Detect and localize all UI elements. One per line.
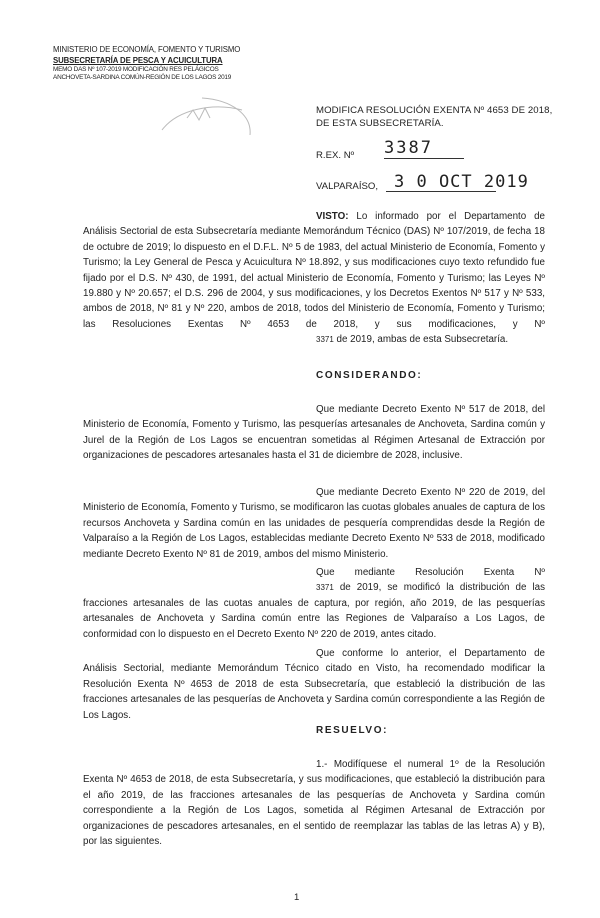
considerando-paragraph-3: [83, 565, 545, 642]
city-label: VALPARAÍSO,: [316, 181, 379, 192]
ministry-name: MINISTERIO DE ECONOMÍA, FOMENTO Y TURISMO: [53, 45, 241, 54]
subsecretaria-name: SUBSECRETARÍA DE PESCA Y ACUICULTURA: [53, 56, 223, 65]
visto-inline-number: 3371: [316, 335, 334, 345]
visto-paragraph: [83, 209, 545, 348]
rex-number-stamp: 3387: [384, 138, 433, 158]
resuelvo-paragraph-1: 1.- Modifíquese el numeral 1º de la Resolución Exenta Nº 4653 de 2018, de esta Subsecretaría, y sus modificaciones, que estableció la distribución para el año 2019, de las fracciones artesanales de las pesquerías de Anchoveta y Sardina común correspondiente a la Región de Los Lagos, sometida al Régimen Artesanal de Extracción por organizaciones de pescadores artesanales, en el sentido de reemplazar las tablas de las letras A) y B), por las siguientes.: [83, 759, 545, 848]
rex-label: R.EX. Nº: [316, 150, 355, 161]
letterhead: [53, 44, 293, 82]
considerando-p3-number: 3371: [316, 583, 334, 593]
considerando-heading: CONSIDERANDO:: [316, 370, 423, 381]
rex-underline: [384, 158, 464, 159]
memo-reference-line-1: MEMO DAS Nº 107-2019 MODIFICACIÓN RES PELÁGICOS: [53, 66, 219, 73]
visto-text: Lo informado por el Departamento de Análisis Sectorial de esta Subsecretaría mediante Memorándum Técnico (DAS) Nº 107/2019, de fecha 18 de octubre de 2019; lo dispuesto en el D.F.L. Nº 5 de 1983, del actual Ministerio de Economía, Fomento y Turismo; la Ley General de Pesca y Acuicultura Nº 18.892, y sus modificaciones cuyo texto refundido fue fijado por el D.S. Nº 430, de 1991, del actual Ministerio de Economía, Fomento y Turismo; las Leyes Nº 19.880 y Nº 20.657; el D.S. 296 de 2004, y sus modificaciones, y los Decretos Exentos Nº 517 y Nº 533, ambos de 2018, Nº 81 y Nº 220, ambos de 2018, todos del Ministerio de Economía, Fomento y Turismo; las Resoluciones Exentas Nº 4653 de 2018, y sus modificaciones, y Nº: [83, 211, 545, 330]
page-number: 1: [294, 892, 300, 903]
visto-tail: de 2019, ambas de esta Subsecretaría.: [336, 334, 509, 346]
date-stamp: 3 0 OCT 2019: [394, 172, 529, 192]
memo-reference-line-2: ANCHOVETA-SARDINA COMÚN-REGIÓN DE LOS LAGOS 2019: [53, 74, 232, 81]
faint-seal-stamp: [142, 90, 262, 150]
considerando-p3-start: Que mediante Resolución Exenta Nº: [316, 567, 545, 578]
considerando-p3-rest: de 2019, se modificó la distribución de las fracciones artesanales de las cuotas anuales de captura, por región, año 2019, de las pesquerías artesanales de Anchoveta y Sardina común entre las Regiones de Valparaíso a Los Lagos, de conformidad con lo dispuesto en el Decreto Exento Nº 220 de 2019, antes citado.: [83, 582, 545, 640]
visto-label: VISTO:: [316, 211, 349, 222]
considerando-paragraph-2: Que mediante Decreto Exento Nº 220 de 2019, del Ministerio de Economía, Fomento y Turismo, se modificaron las cuotas globales anuales de captura de los recursos Anchoveta y Sardina común en las unidades de pesquería comprendidas desde la Región de Valparaíso a la Región de Los Lagos, establecidas mediante Decreto Exento Nº 533 de 2018, modificado mediante Decreto Exento Nº 81 de 2019, ambos del mismo Ministerio.: [83, 487, 545, 560]
resolution-title-line-1: MODIFICA RESOLUCIÓN EXENTA Nº 4653 DE 2018,: [316, 105, 553, 116]
resolution-title: [316, 104, 556, 130]
considerando-paragraph-4: Que conforme lo anterior, el Departamento de Análisis Sectorial, mediante Memorándum Técnico citado en Visto, ha recomendado modificar la Resolución Exenta Nº 4653 de 2018 de esta Subsecretaría, que estableció la distribución de las fracciones artesanales de las pesquerías de Anchoveta y Sardina común correspondiente a las Región de Los Lagos.: [83, 648, 545, 721]
date-underline: [386, 191, 496, 192]
considerando-paragraph-1: Que mediante Decreto Exento Nº 517 de 2018, del Ministerio de Economía, Fomento y Turismo, las pesquerías artesanales de Anchoveta, Sardina común y Jurel de la Región de Los Lagos se encuentran sometidas al Régimen Artesanal de Extracción por organizaciones de pescadores artesanales hasta el 31 de diciembre de 2028, inclusive.: [83, 404, 545, 462]
resuelvo-heading: RESUELVO:: [316, 725, 388, 736]
resolution-title-line-2: DE ESTA SUBSECRETARÍA.: [316, 118, 444, 129]
